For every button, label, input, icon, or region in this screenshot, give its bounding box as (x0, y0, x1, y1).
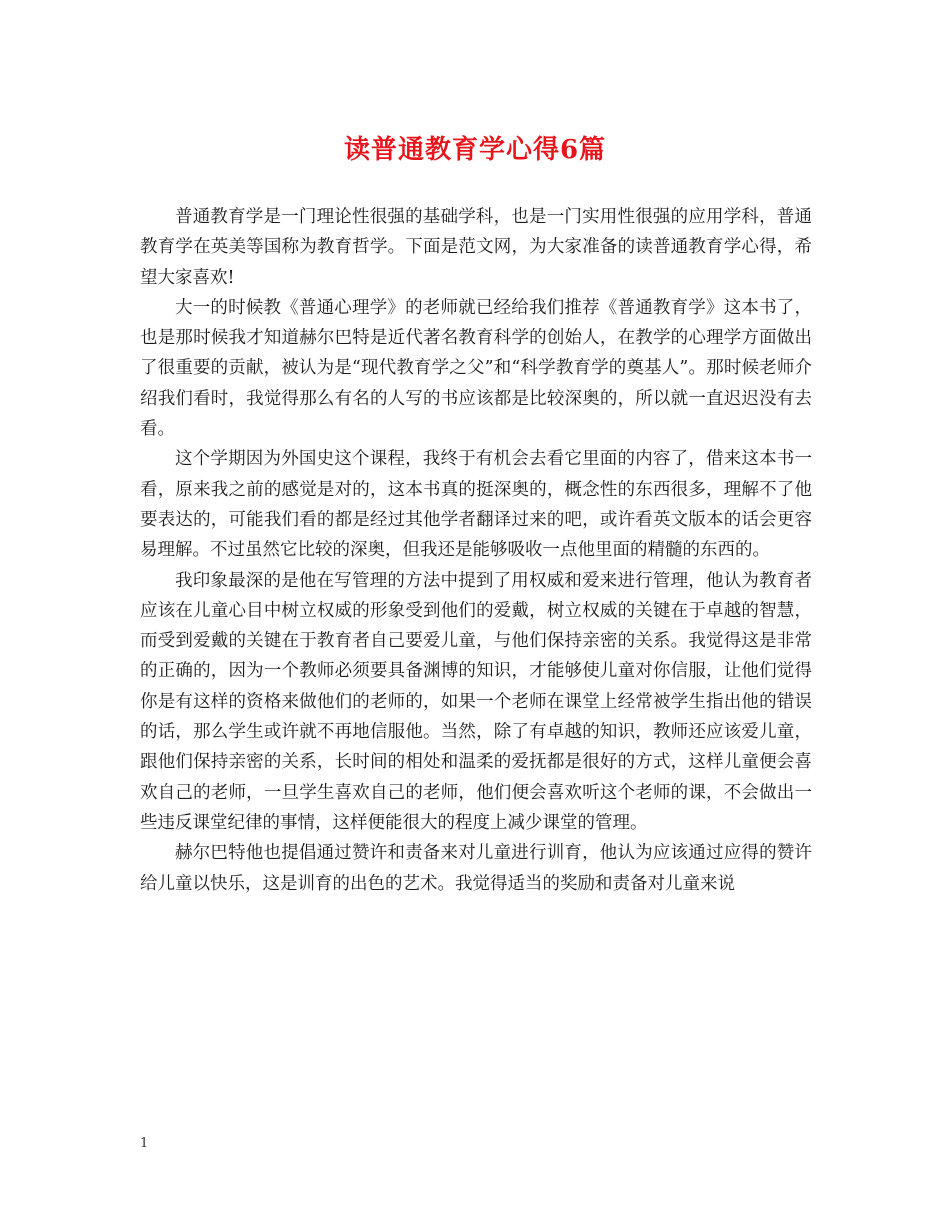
page-number: 1 (140, 1136, 149, 1151)
paragraph-4: 我印象最深的是他在写管理的方法中提到了用权威和爱来进行管理，他认为教育者应该在儿童心目中树立权威的形象受到他们的爱戴，树立权威的关键在于卓越的智慧，而受到爱戴的关键在于教育者自己要爱儿童，与他们保持亲密的关系。我觉得这是非常的正确的，因为一个教师必须要具备渊博的知识，才能够使儿童对你信服，让他们觉得你是有这样的资格来做他们的老师的，如果一个老师在课堂上经常被学生指出他的错误的话，那么学生或许就不再地信服他。当然，除了有卓越的知识，教师还应该爱儿童，跟他们保持亲密的关系，长时间的相处和温柔的爱抚都是很好的方式，这样儿童便会喜欢自己的老师，一旦学生喜欢自己的老师，他们便会喜欢听这个老师的课，不会做出一些违反课堂纪律的事情，这样便能很大的程度上减少课堂的管理。 (140, 570, 812, 833)
paragraph-2: 大一的时候教《普通心理学》的老师就已经给我们推荐《普通教育学》这本书了，也是那时候我才知道赫尔巴特是近代著名教育科学的创始人，在教学的心理学方面做出了很重要的贡献，被认为是“现代教育学之父”和“科学教育学的奠基人”。那时候老师介绍我们看时，我觉得那么有名的人写的书应该都是比较深奥的，所以就一直迟迟没有去看。 (140, 297, 812, 440)
paragraph-3: 这个学期因为外国史这个课程，我终于有机会去看它里面的内容了，借来这本书一看，原来我之前的感觉是对的，这本书真的挺深奥的，概念性的东西很多，理解不了他要表达的，可能我们看的都是经过其他学者翻译过来的吧，或许看英文版本的话会更容易理解。不过虽然它比较的深奥，但我还是能够吸收一点他里面的精髓的东西的。 (140, 449, 812, 561)
document-body (140, 202, 812, 899)
paragraph-intro: 普通教育学是一门理论性很强的基础学科，也是一门实用性很强的应用学科，普通教育学在英美等国称为教育哲学。下面是范文网，为大家准备的读普通教育学心得，希望大家喜欢! (140, 207, 812, 288)
document-title: 读普通教育学心得6篇 (343, 135, 607, 165)
paragraph-5: 赫尔巴特他也提倡通过赞许和责备来对儿童进行训育，他认为应该通过应得的赞许给儿童以快乐，这是训育的出色的艺术。我觉得适当的奖励和责备对儿童来说 (140, 843, 812, 894)
